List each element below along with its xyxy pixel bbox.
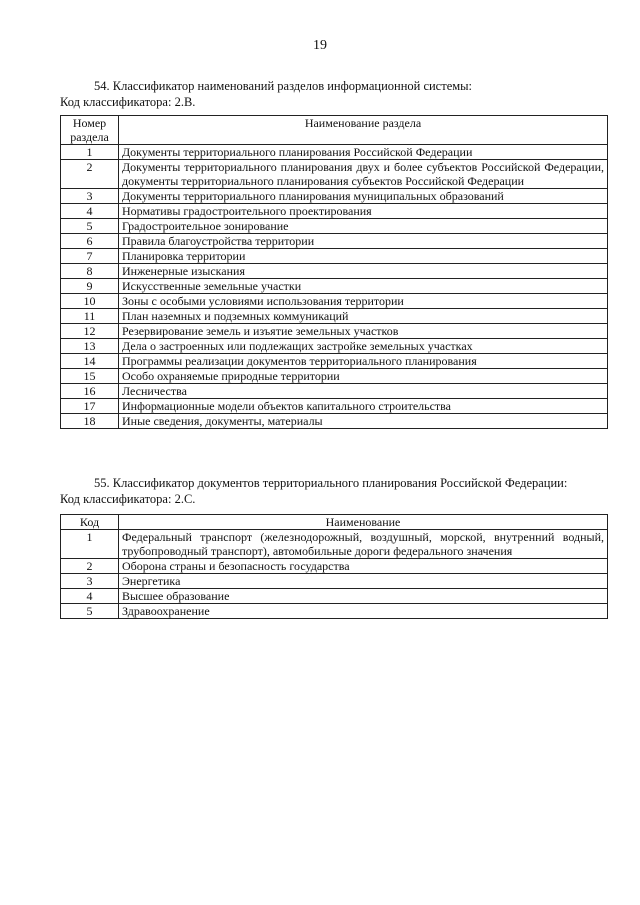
- table-header-row: [61, 515, 608, 530]
- table-row: [61, 160, 608, 189]
- row-number: 2: [61, 160, 119, 189]
- table-row: [61, 324, 608, 339]
- column-header-code: Код: [61, 515, 119, 530]
- table-row: [61, 145, 608, 160]
- table-row: [61, 589, 608, 604]
- table-row: [61, 294, 608, 309]
- row-number: 5: [61, 604, 119, 619]
- table-row: [61, 249, 608, 264]
- row-number: 11: [61, 309, 119, 324]
- table-row: [61, 399, 608, 414]
- table-row: [61, 204, 608, 219]
- row-number: 15: [61, 369, 119, 384]
- section-55-table: [60, 514, 608, 619]
- row-number: 3: [61, 189, 119, 204]
- row-number: 12: [61, 324, 119, 339]
- row-name: Документы территориального планирования двух и более субъектов Российской Федерации, документы территориального планирования субъектов Российской Федерации: [119, 160, 608, 189]
- table-row: [61, 189, 608, 204]
- row-number: 4: [61, 589, 119, 604]
- column-header-name: Наименование: [119, 515, 608, 530]
- section-55-title: 55. Классификатор документов территориального планирования Российской Федерации:: [94, 476, 568, 490]
- table-row: [61, 559, 608, 574]
- row-number: 14: [61, 354, 119, 369]
- row-name: Планировка территории: [119, 249, 608, 264]
- table-row: [61, 309, 608, 324]
- row-name: Здравоохранение: [119, 604, 608, 619]
- row-number: 2: [61, 559, 119, 574]
- row-number: 4: [61, 204, 119, 219]
- row-name: Лесничества: [119, 384, 608, 399]
- table-row: [61, 339, 608, 354]
- table-row: [61, 234, 608, 249]
- row-name: Программы реализации документов территориального планирования: [119, 354, 608, 369]
- row-number: 13: [61, 339, 119, 354]
- table-row: [61, 574, 608, 589]
- section-55-heading: [60, 475, 608, 507]
- row-name: Градостроительное зонирование: [119, 219, 608, 234]
- table-row: [61, 264, 608, 279]
- row-name: Информационные модели объектов капитального строительства: [119, 399, 608, 414]
- row-name: Резервирование земель и изъятие земельных участков: [119, 324, 608, 339]
- page-number: 19: [313, 38, 327, 53]
- row-name: Документы территориального планирования Российской Федерации: [119, 145, 608, 160]
- row-number: 17: [61, 399, 119, 414]
- row-number: 1: [61, 530, 119, 559]
- row-name: План наземных и подземных коммуникаций: [119, 309, 608, 324]
- table-row: [61, 279, 608, 294]
- row-number: 6: [61, 234, 119, 249]
- row-number: 1: [61, 145, 119, 160]
- table-row: [61, 354, 608, 369]
- row-name: Оборона страны и безопасность государства: [119, 559, 608, 574]
- table-row: [61, 604, 608, 619]
- row-number: 8: [61, 264, 119, 279]
- section-54-code: Код классификатора: 2.В.: [60, 95, 196, 109]
- row-name: Федеральный транспорт (железнодорожный, воздушный, морской, внутренний водный, трубопроводный транспорт), автомобильные дороги федерального значения: [119, 530, 608, 559]
- section-54-table: [60, 115, 608, 429]
- row-name: Высшее образование: [119, 589, 608, 604]
- row-number: 5: [61, 219, 119, 234]
- row-number: 10: [61, 294, 119, 309]
- row-number: 3: [61, 574, 119, 589]
- section-55-code: Код классификатора: 2.С.: [60, 492, 196, 506]
- row-name: Зоны с особыми условиями использования территории: [119, 294, 608, 309]
- table-header-row: [61, 116, 608, 145]
- section-54-heading: [60, 78, 608, 110]
- row-number: 16: [61, 384, 119, 399]
- row-name: Дела о застроенных или подлежащих застройке земельных участках: [119, 339, 608, 354]
- row-number: 7: [61, 249, 119, 264]
- row-name: Документы территориального планирования муниципальных образований: [119, 189, 608, 204]
- row-number: 18: [61, 414, 119, 429]
- section-54-title: 54. Классификатор наименований разделов информационной системы:: [94, 79, 473, 93]
- row-name: Иные сведения, документы, материалы: [119, 414, 608, 429]
- table-row: [61, 414, 608, 429]
- column-header-name: Наименование раздела: [119, 116, 608, 145]
- row-name: Нормативы градостроительного проектирования: [119, 204, 608, 219]
- table-row: [61, 530, 608, 559]
- row-name: Инженерные изыскания: [119, 264, 608, 279]
- row-name: Энергетика: [119, 574, 608, 589]
- row-name: Искусственные земельные участки: [119, 279, 608, 294]
- table-row: [61, 219, 608, 234]
- column-header-number: Номер раздела: [61, 116, 119, 145]
- row-number: 9: [61, 279, 119, 294]
- row-name: Особо охраняемые природные территории: [119, 369, 608, 384]
- table-row: [61, 369, 608, 384]
- table-row: [61, 384, 608, 399]
- row-name: Правила благоустройства территории: [119, 234, 608, 249]
